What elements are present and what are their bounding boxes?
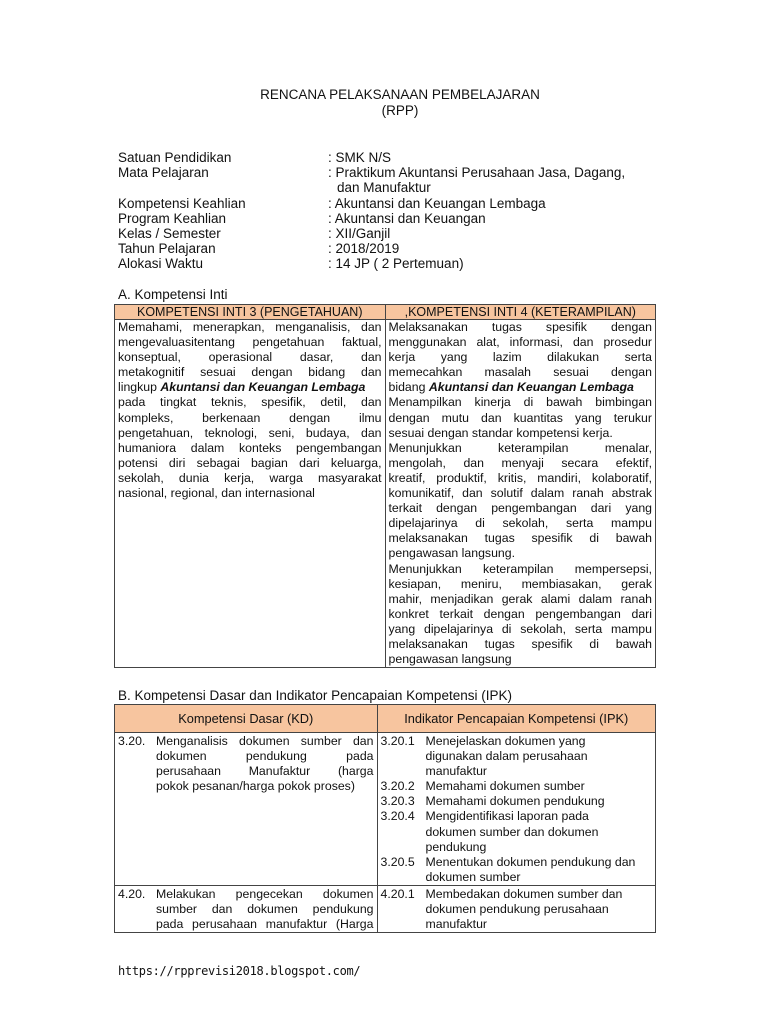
info-label: Tahun Pelajaran xyxy=(118,241,216,257)
footer-url[interactable]: https://rpprevisi2018.blogspot.com/ xyxy=(118,964,361,978)
kd-number: 4.20. xyxy=(118,886,146,901)
text-line: sekolah, dunia kerja, warga masyarakat xyxy=(118,470,382,485)
ipk-item xyxy=(381,779,653,794)
text-line: dengan mutu dan kuantitas yang terukur xyxy=(388,410,652,425)
ipk-header: Indikator Pencapaian Kompetensi (IPK) xyxy=(377,705,656,733)
kd-number: 3.20. xyxy=(118,734,146,748)
text-line: Memahami dokumen sumber xyxy=(425,779,585,794)
text-line: kerja yang lazim dilakukan serta xyxy=(388,350,652,365)
info-value-text: : Akuntansi dan Keuangan Lembaga xyxy=(328,195,546,211)
text-line: kreatif, produktif, kritis, mandiri, kolaboratif, xyxy=(388,470,652,485)
info-value-text: : 14 JP ( 2 Pertemuan) xyxy=(328,256,464,272)
kd-text xyxy=(156,734,374,794)
text-line: dokumen sumber xyxy=(425,869,521,884)
text-line: humaniora dalam konteks pengembangan xyxy=(118,440,382,455)
text-line: Melaksanakan tugas spesifik dengan xyxy=(388,320,652,334)
text-line: Menunjukkan keterampilan menalar, xyxy=(388,440,652,455)
text-line: Menunjukkan keterampilan mempersepsi, xyxy=(388,561,652,576)
info-row xyxy=(118,256,658,271)
text-line: sesuai dengan standar kompetensi kerja. xyxy=(388,425,613,440)
info-label: Kelas / Semester xyxy=(118,226,221,242)
info-value-text: : XII/Ganjil xyxy=(328,226,391,242)
kd-header: Kompetensi Dasar (KD) xyxy=(115,705,378,733)
info-row xyxy=(118,150,658,165)
text-line: konkret terkait dengan pengembangan dari xyxy=(388,606,652,621)
text-line: Memahami dokumen pendukung xyxy=(425,794,605,809)
ipk-text xyxy=(426,734,653,779)
text-line: melaksanakan tugas spesifik di bawah xyxy=(388,531,652,546)
identity-block xyxy=(118,150,658,272)
text-line: kesiapan, meniru, membiasakan, gerak xyxy=(388,576,652,591)
info-row xyxy=(118,241,658,256)
info-value xyxy=(328,165,658,195)
info-row xyxy=(118,165,658,195)
text-line: pengawasan langsung xyxy=(388,652,512,667)
text-line: potensi diri sebagai bagian dari keluarga, xyxy=(118,455,382,470)
text-line: digunakan dalam perusahaan xyxy=(425,749,588,764)
text-line: Menampilkan kinerja di bawah bimbingan xyxy=(388,395,652,410)
text-line: lingkup Akuntansi dan Keuangan Lembaga xyxy=(118,380,366,395)
section-b-heading: B. Kompetensi Dasar dan Indikator Pencapaian Kompetensi (IPK) xyxy=(118,688,512,703)
text-line: pada tingkat teknis, spesifik, detil, dan xyxy=(118,395,382,410)
ipk-cell xyxy=(377,885,656,932)
info-value xyxy=(328,196,658,211)
ipk-text xyxy=(426,887,653,932)
ipk-text xyxy=(426,779,653,794)
text-line: komunikatif, dan solutif dalam ranah abstrak xyxy=(388,486,652,501)
info-label: Kompetensi Keahlian xyxy=(118,195,246,211)
kd-cell xyxy=(115,885,378,932)
text-line: Menejelaskan dokumen yang xyxy=(425,734,586,748)
info-value-text: : Praktikum Akuntansi Perusahaan Jasa, Dagang, xyxy=(328,165,626,181)
ipk-number: 3.20.4 xyxy=(380,809,415,824)
text-line: kompleks, berkenaan dengan ilmu xyxy=(118,410,382,425)
info-label: Satuan Pendidikan xyxy=(118,150,232,165)
text-line: dokumen sumber dan dokumen xyxy=(425,824,599,839)
text-line: Mengidentifikasi laporan pada xyxy=(425,809,589,824)
kd-item xyxy=(118,734,374,794)
info-row xyxy=(118,196,658,211)
ki4-header: ,KOMPETENSI INTI 4 (KETERAMPILAN) xyxy=(385,305,655,320)
text-line: perusahaan Manufaktur (harga xyxy=(156,764,374,779)
kd-ipk-table xyxy=(114,704,656,933)
ki4-cell xyxy=(385,320,655,668)
ipk-number: 3.20.3 xyxy=(380,794,415,809)
info-value xyxy=(328,150,658,165)
text-line: pokok pesanan/harga pokok proses) xyxy=(156,779,355,794)
ipk-item xyxy=(381,734,653,779)
text-line: Membedakan dokumen sumber dan xyxy=(425,886,623,901)
text-line: metakognitif sesuai dengan bidang dan xyxy=(118,365,382,380)
info-value xyxy=(328,226,658,241)
document-subtitle: (RPP) xyxy=(381,103,419,118)
text-line: nasional, regional, dan internasional xyxy=(118,486,315,501)
ipk-text xyxy=(426,809,653,854)
ipk-number: 3.20.2 xyxy=(380,779,415,794)
ipk-text xyxy=(426,794,653,809)
ipk-item xyxy=(381,855,653,885)
kd-cell xyxy=(115,733,378,886)
text-line: sumber dan dokumen pendukung xyxy=(156,902,374,917)
info-row xyxy=(118,226,658,241)
ki3-cell xyxy=(115,320,386,668)
text-line: mengevaluasitentang pengetahuan faktual, xyxy=(118,335,382,350)
kd-item xyxy=(118,887,374,932)
text-line: mengolah, dan menyaji secara efektif, xyxy=(388,455,652,470)
kompetensi-inti-table xyxy=(114,304,656,668)
text-line: yang dipelajarinya di sekolah, serta mampu xyxy=(388,621,652,636)
ki3-header: KOMPETENSI INTI 3 (PENGETAHUAN) xyxy=(115,305,386,320)
text-line: Melakukan pengecekan dokumen xyxy=(156,886,374,901)
text-line: dipelajarinya di sekolah, serta mampu xyxy=(388,516,652,531)
section-a-heading: A. Kompetensi Inti xyxy=(118,287,228,302)
info-value xyxy=(328,256,658,271)
text-line: dokumen pendukung perusahaan xyxy=(425,902,609,917)
info-label: Program Keahlian xyxy=(118,210,227,226)
ipk-number: 3.20.1 xyxy=(380,734,415,748)
text-line: dokumen pendukung pada xyxy=(156,749,374,764)
text-line: konseptual, operasional dasar, dan xyxy=(118,350,382,365)
table-row xyxy=(115,885,656,932)
table-row xyxy=(115,733,656,886)
text-line: pada perusahaan manufaktur (Harga xyxy=(156,917,374,932)
text-line: melaksanakan tugas spesifik di bawah xyxy=(388,636,652,651)
info-value-text: : Akuntansi dan Keuangan xyxy=(328,210,486,226)
info-row xyxy=(118,211,658,226)
text-line: Memahami, menerapkan, menganalisis, dan xyxy=(118,320,382,334)
info-value xyxy=(328,241,658,256)
text-line: manufaktur xyxy=(425,917,488,932)
ipk-number: 4.20.1 xyxy=(380,886,415,901)
text-line: Menganalisis dokumen sumber dan xyxy=(156,734,374,748)
document-title: RENCANA PELAKSANAAN PEMBELAJARAN xyxy=(260,87,540,102)
ipk-item xyxy=(381,794,653,809)
text-line: Menentukan dokumen pendukung dan xyxy=(425,854,636,869)
text-line: bidang Akuntansi dan Keuangan Lembaga xyxy=(388,380,634,395)
text-line: pengawasan langsung. xyxy=(388,546,516,561)
ipk-cell xyxy=(377,733,656,886)
ipk-item xyxy=(381,809,653,854)
info-label: Alokasi Waktu xyxy=(118,256,204,272)
kd-text xyxy=(156,887,374,932)
text-line: menggunakan alat, informasi, dan prosedur xyxy=(388,335,652,350)
info-label: Mata Pelajaran xyxy=(118,165,209,181)
info-value-text: : SMK N/S xyxy=(328,150,392,165)
ipk-item xyxy=(381,887,653,932)
text-line: mahir, menjadikan gerak alami dalam ranah xyxy=(388,591,652,606)
text-line: pengetahuan, teknologi, seni, budaya, dan xyxy=(118,425,382,440)
text-line: terkait dengan pengembangan dari yang xyxy=(388,501,652,516)
text-line: memecahkan masalah sesuai dengan xyxy=(388,365,652,380)
info-value-text: : 2018/2019 xyxy=(328,241,400,257)
info-value xyxy=(328,211,658,226)
ipk-number: 3.20.5 xyxy=(380,854,415,869)
text-line: manufaktur xyxy=(425,764,488,779)
ipk-text xyxy=(426,855,653,885)
info-value-continued: dan Manufaktur xyxy=(337,180,431,196)
text-line: pendukung xyxy=(425,839,487,854)
